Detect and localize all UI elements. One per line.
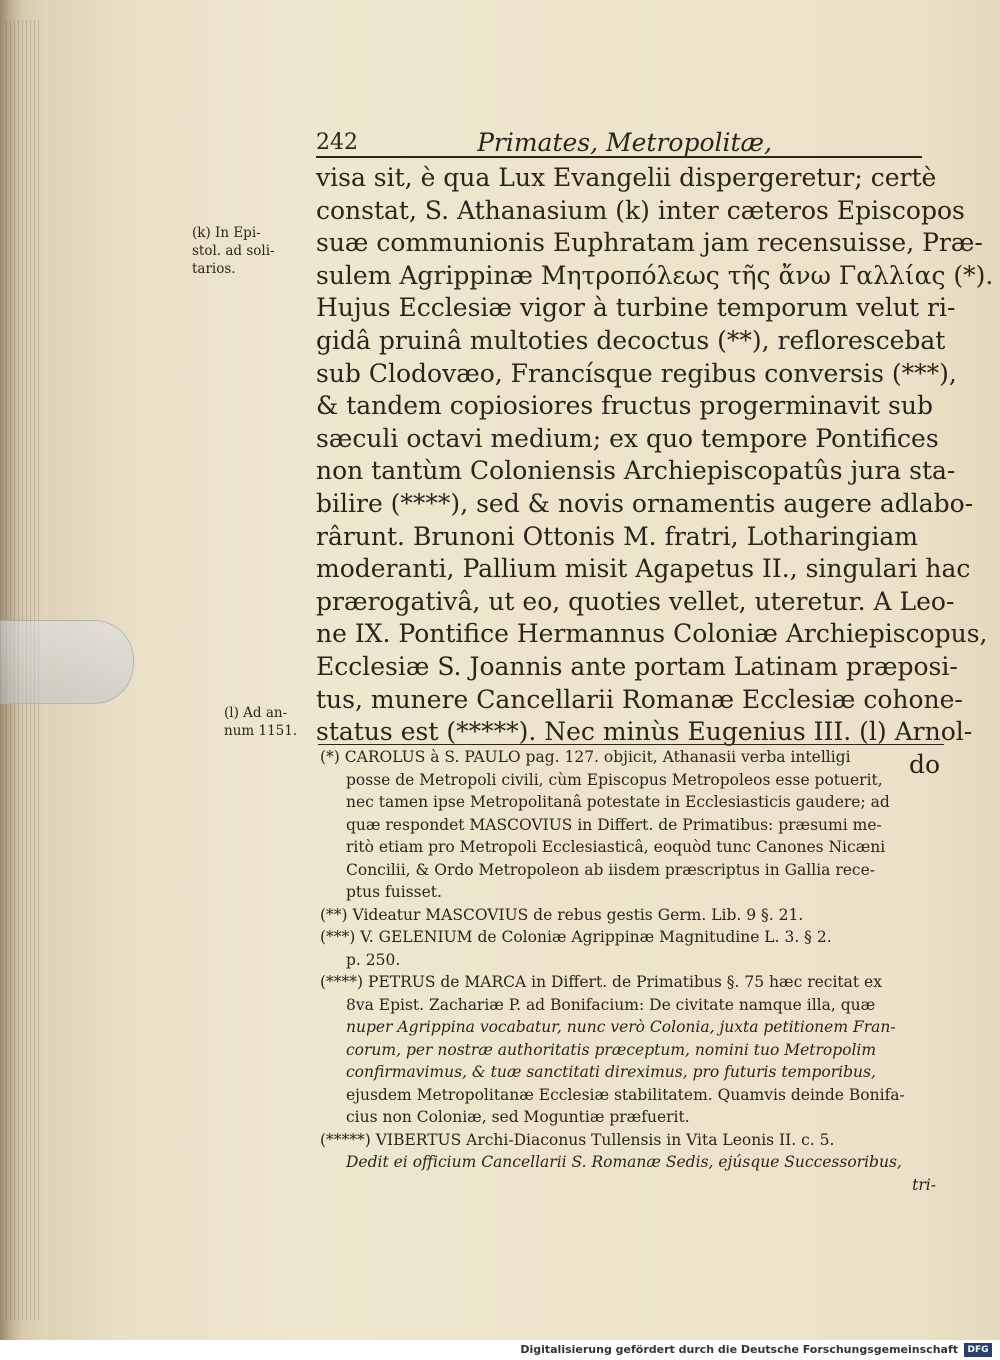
footnote-line: (****) PETRUS de MARCA in Differt. de Primatibus §. 75 hæc recitat ex — [320, 973, 882, 991]
funding-notice: Digitalisierung gefördert durch die Deutsche Forschungsgemeinschaft — [520, 1343, 958, 1356]
text-line: constat, S. Athanasium (k) inter cæteros Episcopos — [316, 195, 965, 225]
header-rule — [316, 156, 922, 158]
text-line: prærogativâ, ut eo, quoties vellet, uteretur. A Leo- — [316, 586, 955, 616]
text-line: rârunt. Brunoni Ottonis M. fratri, Lotharingiam — [316, 521, 918, 551]
text-line: sub Clodovæo, Francísque regibus conversis (***), — [316, 358, 957, 388]
running-title: Primates, Metropolitæ, — [477, 128, 772, 157]
main-text — [316, 162, 994, 781]
footnote-line: Dedit ei officium Cancellarii S. Romanæ Sedis, ejúsque Successoribus, — [346, 1153, 902, 1171]
marginal-line: (k) In Epi- — [192, 225, 261, 241]
footnote-rule — [318, 744, 944, 745]
footnote-catchword: tri- — [912, 1175, 936, 1194]
footnote-line: 8va Epist. Zachariæ P. ad Bonifacium: De civitate namque illa, quæ — [346, 995, 876, 1014]
text-line: moderanti, Pallium misit Agapetus II., singulari hac — [316, 554, 971, 584]
footnote-line: confirmavimus, & tuæ sanctitati direximus, pro futuris temporibus, — [346, 1063, 876, 1081]
text-line: & tandem copiosiores fructus progerminavit sub — [316, 391, 933, 421]
footnote-3 — [320, 926, 948, 971]
marginal-line: (l) Ad an- — [224, 705, 288, 721]
text-line: status est (*****). Nec minùs Eugenius III. (l) Arnol- — [316, 717, 973, 747]
text-line: Hujus Ecclesiæ vigor à turbine temporum velut ri- — [316, 293, 956, 323]
footnote-line: (*****) VIBERTUS Archi-Diaconus Tullensis in Vita Leonis II. c. 5. — [320, 1130, 835, 1149]
footnote-line: ritò etiam pro Metropoli Ecclesiasticâ, eoquòd tunc Canones Nicæni — [346, 838, 886, 856]
page-clip — [0, 620, 134, 704]
footnote-line: nec tamen ipse Metropolitanâ potestate in Ecclesiasticis gaudere; ad — [346, 793, 890, 811]
marginal-note-k — [192, 224, 275, 278]
footnote-2 — [320, 904, 948, 927]
text-line: ne IX. Pontifice Hermannus Coloniæ Archiepiscopus, — [316, 619, 988, 649]
footnote-line: posse de Metropoli civili, cùm Episcopus Metropoleos esse potuerit, — [346, 770, 883, 789]
marginal-note-l — [224, 704, 297, 740]
text-line: visa sit, è qua Lux Evangelii dispergeretur; certè — [316, 163, 937, 192]
text-line: suæ communionis Euphratam jam recensuisse, Præ- — [316, 228, 983, 258]
footnote-line: (*) CAROLUS à S. PAULO pag. 127. objicit, Athanasii verba intelligi — [320, 748, 851, 766]
footnote-line: ejusdem Metropolitanæ Ecclesiæ stabilitatem. Quamvis deinde Bonifa- — [346, 1085, 905, 1104]
page-number: 242 — [316, 130, 358, 155]
marginal-line: tarios. — [192, 261, 236, 277]
footnote-line: quæ respondet MASCOVIUS in Differt. de Primatibus: præsumi me- — [346, 815, 882, 834]
footnote-line: ptus fuisset. — [346, 883, 442, 901]
dfg-logo: DFG — [964, 1343, 992, 1357]
footnotes — [320, 746, 948, 1196]
marginal-line: num 1151. — [224, 723, 298, 739]
footnote-line: p. 250. — [346, 950, 401, 969]
text-line: Ecclesiæ S. Joannis ante portam Latinam præposi- — [316, 651, 958, 681]
marginal-line: stol. ad soli- — [192, 243, 275, 259]
footnote-line: Concilii, & Ordo Metropoleon ab iisdem præscriptus in Gallia rece- — [346, 860, 875, 879]
footnote-line: (**) Videatur MASCOVIUS de rebus gestis Germ. Lib. 9 §. 21. — [320, 905, 804, 924]
footnote-1 — [320, 746, 948, 904]
footnote-5 — [320, 1129, 948, 1174]
footnote-4 — [320, 971, 948, 1129]
footnote-line: corum, per nostræ authoritatis præceptum, nomini tuo Metropolim — [346, 1040, 877, 1059]
catchword: do — [908, 749, 940, 779]
text-line: sulem Agrippinæ Μητροπόλεως τῆς ἄνω Γαλλίας (*). — [316, 260, 994, 290]
footnote-line: cius non Coloniæ, sed Moguntiæ præfuerit. — [346, 1108, 690, 1126]
footnote-line: nuper Agrippina vocabatur, nunc verò Colonia, juxta petitionem Fran- — [346, 1018, 896, 1036]
text-line: non tantùm Coloniensis Archiepiscopatûs jura sta- — [316, 456, 956, 486]
text-line: bilire (****), sed & novis ornamentis augere adlabo- — [316, 488, 974, 518]
text-line: tus, munere Cancellarii Romanæ Ecclesiæ cohone- — [316, 684, 963, 714]
footnote-line: (***) V. GELENIUM de Coloniæ Agrippinæ Magnitudine L. 3. § 2. — [320, 928, 832, 946]
text-line: sæculi octavi medium; ex quo tempore Pontifices — [316, 423, 939, 453]
footer-bar — [0, 1340, 1000, 1360]
text-line: gidâ pruinâ multoties decoctus (**), reflorescebat — [316, 325, 946, 355]
